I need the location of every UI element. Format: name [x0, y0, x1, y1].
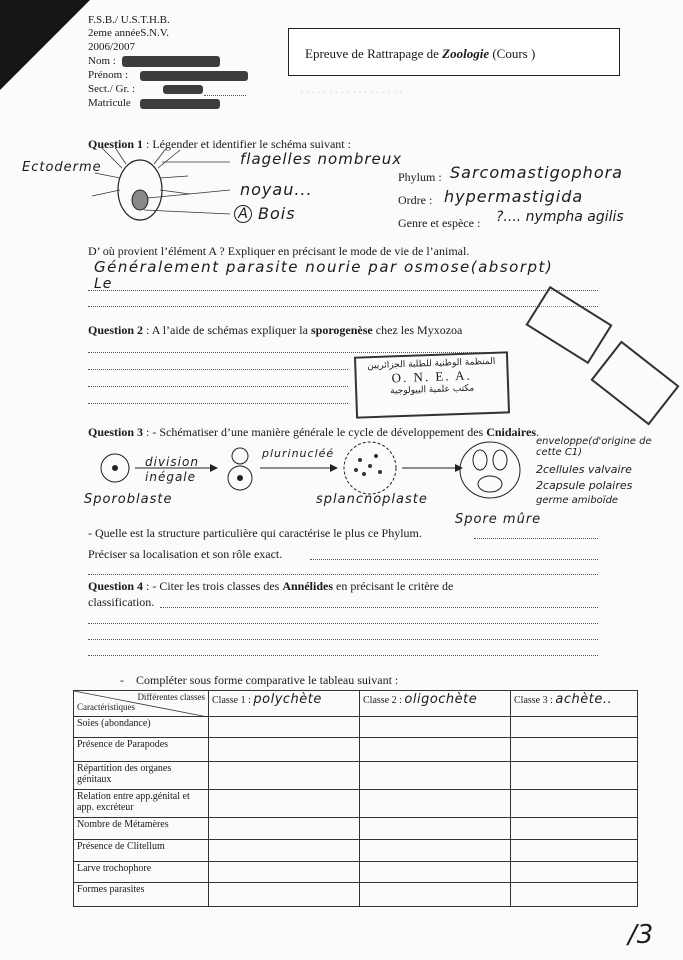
handwritten-stamp-2 [590, 341, 679, 426]
q1-answer-line2: Le [94, 276, 113, 292]
hand-noyau: noyau... [240, 180, 313, 199]
hand-enveloppe: enveloppe(d'origine de cette C1) [536, 436, 652, 458]
exam-title: Epreuve de Rattrapage de Zoologie (Cours ) [305, 46, 536, 61]
row-label: Relation entre app.génital et app. excréteur [74, 790, 209, 818]
hand-letter-a: A [234, 205, 252, 223]
hand-sporoblaste: Sporoblaste [84, 492, 173, 507]
row-label: Soies (abondance) [74, 717, 209, 738]
q4-prompt: Question 4 : - Citer les trois classes des Annélides en précisant le critère de [88, 579, 454, 593]
q3-prompt: Question 3 : - Schématiser d’une manière générale le cycle de développement des Cnidaires. [88, 425, 539, 439]
row-label: Présence de Clitellum [74, 840, 209, 862]
hand-spore-mure: Spore mûre [455, 512, 542, 527]
row-label: Nombre de Métamères [74, 818, 209, 840]
exam-title-box [288, 28, 620, 76]
redacted-firstname [140, 71, 248, 81]
nom-label: Nom : [88, 55, 116, 67]
class1-header: Classe 1 : polychète [209, 691, 360, 717]
hand-plurinuclee: plurinucléé [262, 447, 335, 460]
genre-answer: ?.... nympha agilis [496, 209, 624, 225]
page-number: /3 [628, 920, 654, 950]
q4-prompt-line2: classification. [88, 595, 155, 609]
prenom-label: Prénom : [88, 69, 129, 81]
hand-ectoderme: Ectoderme [22, 160, 102, 175]
hand-bois: Bois [258, 204, 296, 223]
q1-answer-line1: Généralement parasite nourie par osmose(absorpt) [94, 258, 554, 276]
hand-splancnoplaste: splancnoplaste [316, 492, 428, 507]
handwritten-stamp-1 [525, 286, 612, 364]
year: 2006/2007 [88, 41, 136, 53]
onea-stamp: المنظمة الوطنية للطلبة الجزائريين O. N. E. A. مكتب علمية البيولوجية [354, 351, 510, 418]
institution: F.S.B./ U.S.T.H.B. [88, 14, 170, 26]
q1-prompt: Question 1 : Légender et identifier le schéma suivant : [88, 137, 351, 151]
q1-question-a: D’ où provient l’élément A ? Expliquer en précisant le mode de vie de l’animal. [88, 244, 470, 258]
row-label: Présence de Parapodes [74, 738, 209, 762]
genre-label: Genre et espèce : [398, 216, 481, 230]
q2-prompt: Question 2 : A l’aide de schémas expliquer la sporogenèse chez les Myxozoa [88, 323, 463, 337]
class2-header: Classe 2 : oligochète [360, 691, 511, 717]
annelid-comparison-table [73, 690, 638, 907]
hand-capsule: 2capsule polaires [536, 479, 633, 492]
section-label: Sect./ Gr. : [88, 83, 136, 95]
row-label: Larve trochophore [74, 862, 209, 883]
ordre-label: Ordre : [398, 193, 433, 207]
bleed-through-text: · · · · · · · · · · · · · · · · · · [300, 88, 403, 99]
q3-sub2: Préciser sa localisation et son rôle exact. [88, 547, 283, 561]
redacted-matricule [140, 99, 220, 109]
hand-inegale: inégale [145, 470, 197, 484]
class3-header: Classe 3 : achète.. [511, 691, 638, 717]
level: 2eme annéeS.N.V. [88, 27, 170, 39]
redacted-name [122, 56, 220, 67]
row-label: Répartition des organes génitaux [74, 762, 209, 790]
hand-germe: germe amiboïde [536, 495, 619, 506]
phylum-answer: Sarcomastigophora [450, 163, 623, 182]
phylum-label: Phylum : [398, 170, 442, 184]
hand-division: division [145, 455, 199, 469]
redacted-section [163, 85, 203, 94]
q3-sub1: - Quelle est la structure particulière qui caractérise le plus ce Phylum. [88, 526, 422, 540]
table-diagonal-header: Différentes classes Caractéristiques [74, 691, 209, 717]
row-label: Formes parasites [74, 883, 209, 907]
hand-flagelles: flagelles nombreux [240, 150, 403, 168]
matricule-label: Matricule [88, 97, 131, 109]
q4-compare-instruction: - Compléter sous forme comparative le tableau suivant : [120, 673, 399, 687]
scan-dark-corner [0, 0, 90, 90]
ordre-answer: hypermastigida [444, 187, 584, 206]
hand-cellules: 2cellules valvaire [536, 463, 632, 476]
